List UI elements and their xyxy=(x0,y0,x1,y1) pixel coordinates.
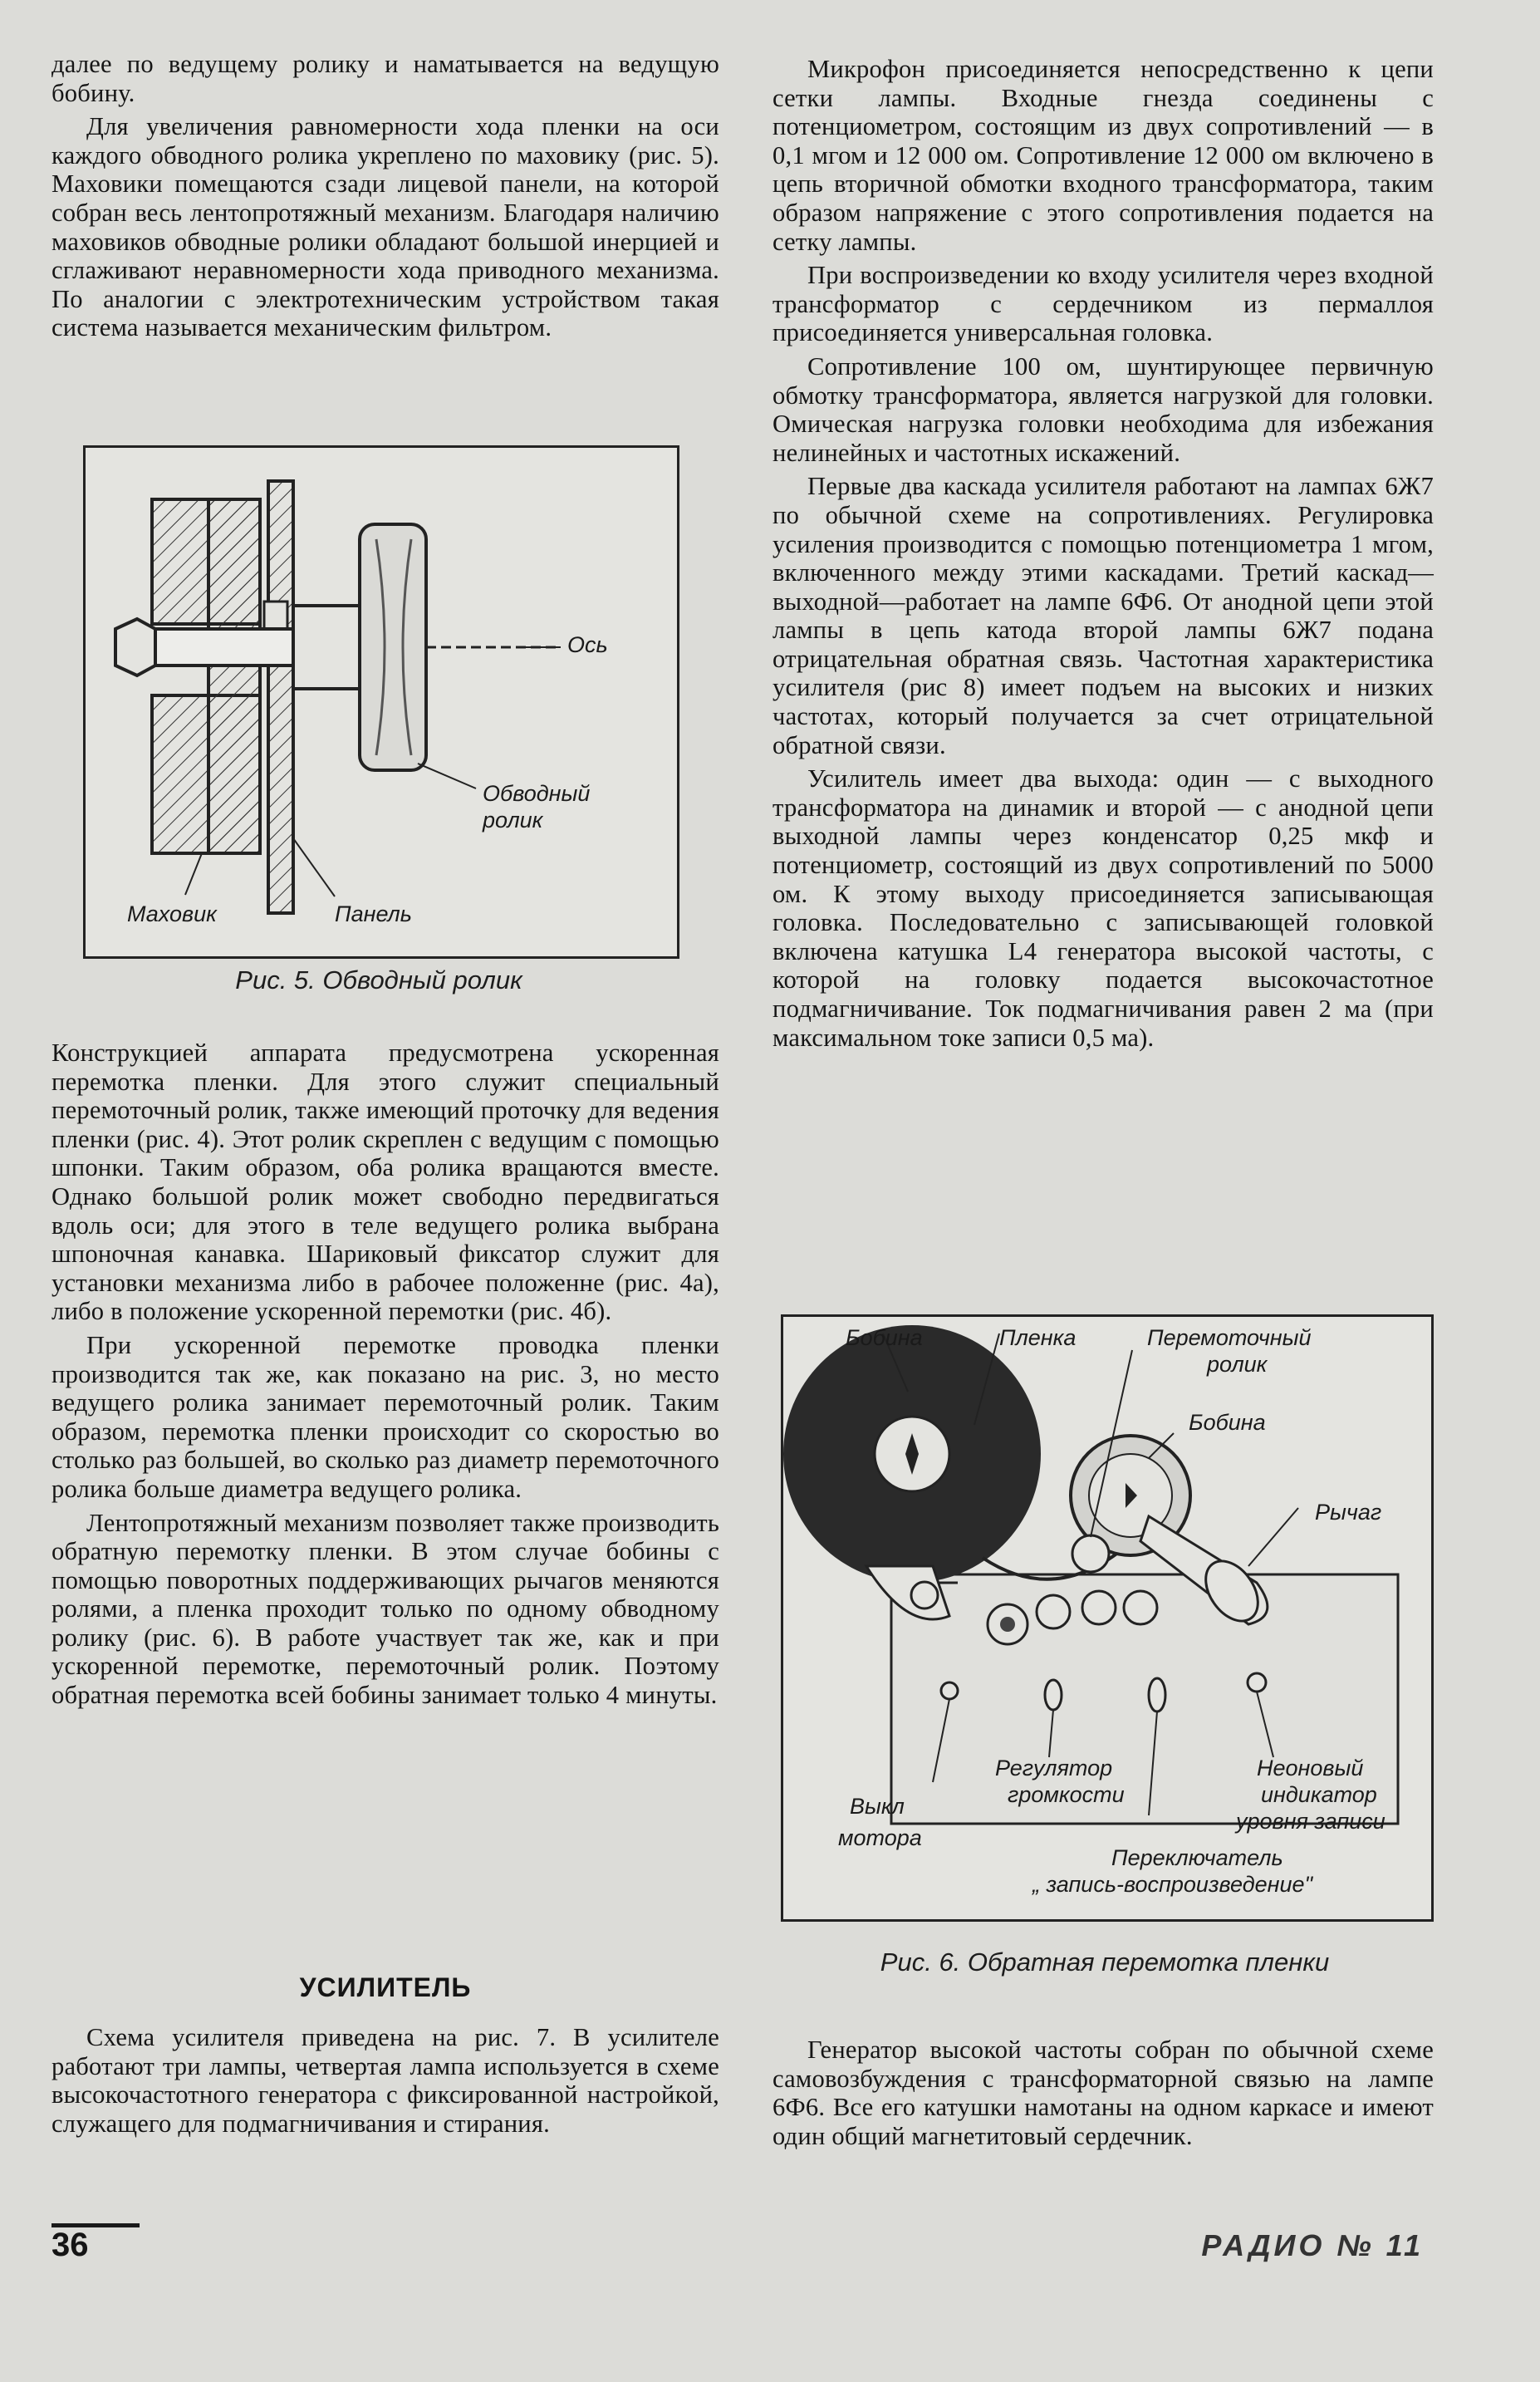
label-lever: Рычаг xyxy=(1315,1500,1382,1525)
label-flywheel: Маховик xyxy=(127,901,217,926)
label-motor-2: мотора xyxy=(838,1825,922,1850)
paragraph: При воспроизведении ко входу усилителя через входной трансформатор с сердечником из пермаллоя присоединяется универсальная головка. xyxy=(772,261,1434,347)
figure-5-caption: Рис. 5. Обводный ролик xyxy=(235,965,522,995)
left-column-top xyxy=(51,50,719,347)
page-number: 36 xyxy=(51,2227,89,2263)
label-reel-2: Бобина xyxy=(1189,1410,1266,1435)
paragraph: Генератор высокой частоты собран по обычной схеме самовозбуждения с трансформаторной связью на лампе 6Ф6. Все его катушки намотаны на одном каркасе и имеют один общий магнетитовый сердечник. xyxy=(772,2036,1434,2150)
label-rewind-roller-2: ролик xyxy=(1207,1352,1268,1377)
paragraph: Для увеличения равномерности хода пленки на оси каждого обводного ролика укреплено по маховику (рис. 5). Маховики помещаются сзади лицевой панели, на которой собран весь лентопротяжный механизм. Благодаря наличию маховиков обводные ролики обладают большой инерцией и сглаживают неравномерности хода приводного механизма. По аналогии с электротехническим устройством такая система называется механическим фильтром. xyxy=(51,112,719,342)
paragraph: При ускоренной перемотке проводка пленки производится так же, как показано на рис. 3, но место ведущего ролика занимает перемоточный ролик. Таким образом, перемотка пленки происходит со скоростью во столько раз большей, во сколько раз диаметр перемоточного ролика больше диаметра ведущего ролика. xyxy=(51,1330,719,1503)
paragraph: Конструкцией аппарата предусмотрена ускоренная перемотка пленки. Для этого служит специальный перемоточный ролик, также имеющий проточку для ведения пленки (рис. 4). Этот ролик скреплен с ведущим с помощью шпонки. Таким образом, оба ролика вращаются вместе. Однако большой ролик может свободно передвигаться вдоль оси; для этого в теле ведущего ролика выбрана шпоночная канавка. Шариковый фиксатор служит для установки механизма либо в рабочее положенне (рис. 4а), либо в положение ускоренной перемотки (рис. 4б). xyxy=(51,1039,719,1326)
label-axis: Ось xyxy=(567,632,608,657)
left-column-bottom xyxy=(51,1039,719,1715)
label-volume: Регулятор xyxy=(995,1756,1113,1780)
left-column-last xyxy=(51,2023,719,2143)
label-switch: Переключатель xyxy=(1111,1845,1283,1870)
section-heading: УСИЛИТЕЛЬ xyxy=(299,1972,472,2002)
label-neon-2: индикатор xyxy=(1261,1782,1377,1807)
paragraph: Лентопротяжный механизм позволяет также производить обратную перемотку пленки. В этом случае бобины с помощью поворотных поддерживающих рычагов меняются ролями, а пленка проходит только по одному обводному ролику (рис. 6). В работе участвует так же, как и при ускоренной перемотке, перемоточный ролик. Поэтому обратная перемотка всей бобины занимает только 4 минуты. xyxy=(51,1508,719,1710)
flywheel-drawing xyxy=(86,448,677,956)
figure-6-caption: Рис. 6. Обратная перемотка пленки xyxy=(880,1947,1330,1977)
right-column-last xyxy=(772,2036,1434,2155)
paragraph: далее по ведущему ролику и наматывается на ведущую бобину. xyxy=(51,50,719,107)
label-motor: Выкл xyxy=(850,1794,905,1819)
paragraph: Сопротивление 100 ом, шунтирующее первичную обмотку трансформатора, является нагрузкой для головки. Омическая нагрузка головки необходима для избежания нелинейных и частотных искажений. xyxy=(772,351,1434,467)
label-roller: Обводный ролик xyxy=(483,781,591,832)
label-switch-2: „ запись-воспроизведение" xyxy=(1032,1872,1313,1897)
label-neon: Неоновый xyxy=(1257,1756,1364,1780)
label-panel: Панель xyxy=(335,901,412,926)
label-volume-2: громкости xyxy=(1008,1782,1125,1807)
journal-title: РАДИО № 11 xyxy=(1201,2228,1424,2262)
figure-6 xyxy=(781,1314,1434,1922)
label-reel: Бобина xyxy=(846,1325,923,1350)
right-column-top xyxy=(772,55,1434,1057)
paragraph: Первые два каскада усилителя работают на лампах 6Ж7 по обычной схеме на сопротивлениях. Регулировка усиления производится с помощью потенциометра 1 мгом, включенного между этими каскадами. Третий каскад—выходной—работает на лампе 6Ф6. От анодной цепи этой лампы в цепь катода второй лампы 6Ж7 подана отрицательная обратная связь. Частотная характеристика усилителя (рис 8) имеет подъем на высоких и низких частотах, который получается за счет отрицательной обратной связи. xyxy=(772,472,1434,759)
paragraph: Схема усилителя приведена на рис. 7. В усилителе работают три лампы, четвертая лампа используется в схеме высокочастотного генератора с фиксированной настройкой, служащего для подмагничивания и стирания. xyxy=(51,2023,719,2138)
paragraph: Микрофон присоединяется непосредственно к цепи сетки лампы. Входные гнезда соединены с потенциометром, состоящим из двух сопротивлений — в 0,1 мгом и 12 000 ом. Сопротивление 12 000 ом включено в цепь вторичной обмотки входного трансформатора, таким образом напряжение с этого сопротивления подается на сетку лампы. xyxy=(772,55,1434,256)
paragraph: Усилитель имеет два выхода: один — с выходного трансформатора на динамик и второй — с анодной цепи выходной лампы через конденсатор 0,25 мкф и потенциометр, состоящий из двух сопротивлений по 5000 ом. К этому выходу присоединяется записывающая головка. Последовательно с записывающей головкой включена катушка L4 генератора высокой частоты, с которой на головку подается высокочастотное подмагничивание. Ток подмагничивания равен 2 ма (при максимальном токе записи 0,5 ма). xyxy=(772,764,1434,1052)
figure-5 xyxy=(83,445,679,959)
label-rewind-roller: Перемоточный xyxy=(1147,1325,1312,1350)
label-neon-3: уровня записи xyxy=(1236,1809,1386,1834)
label-film: Пленка xyxy=(999,1325,1077,1350)
